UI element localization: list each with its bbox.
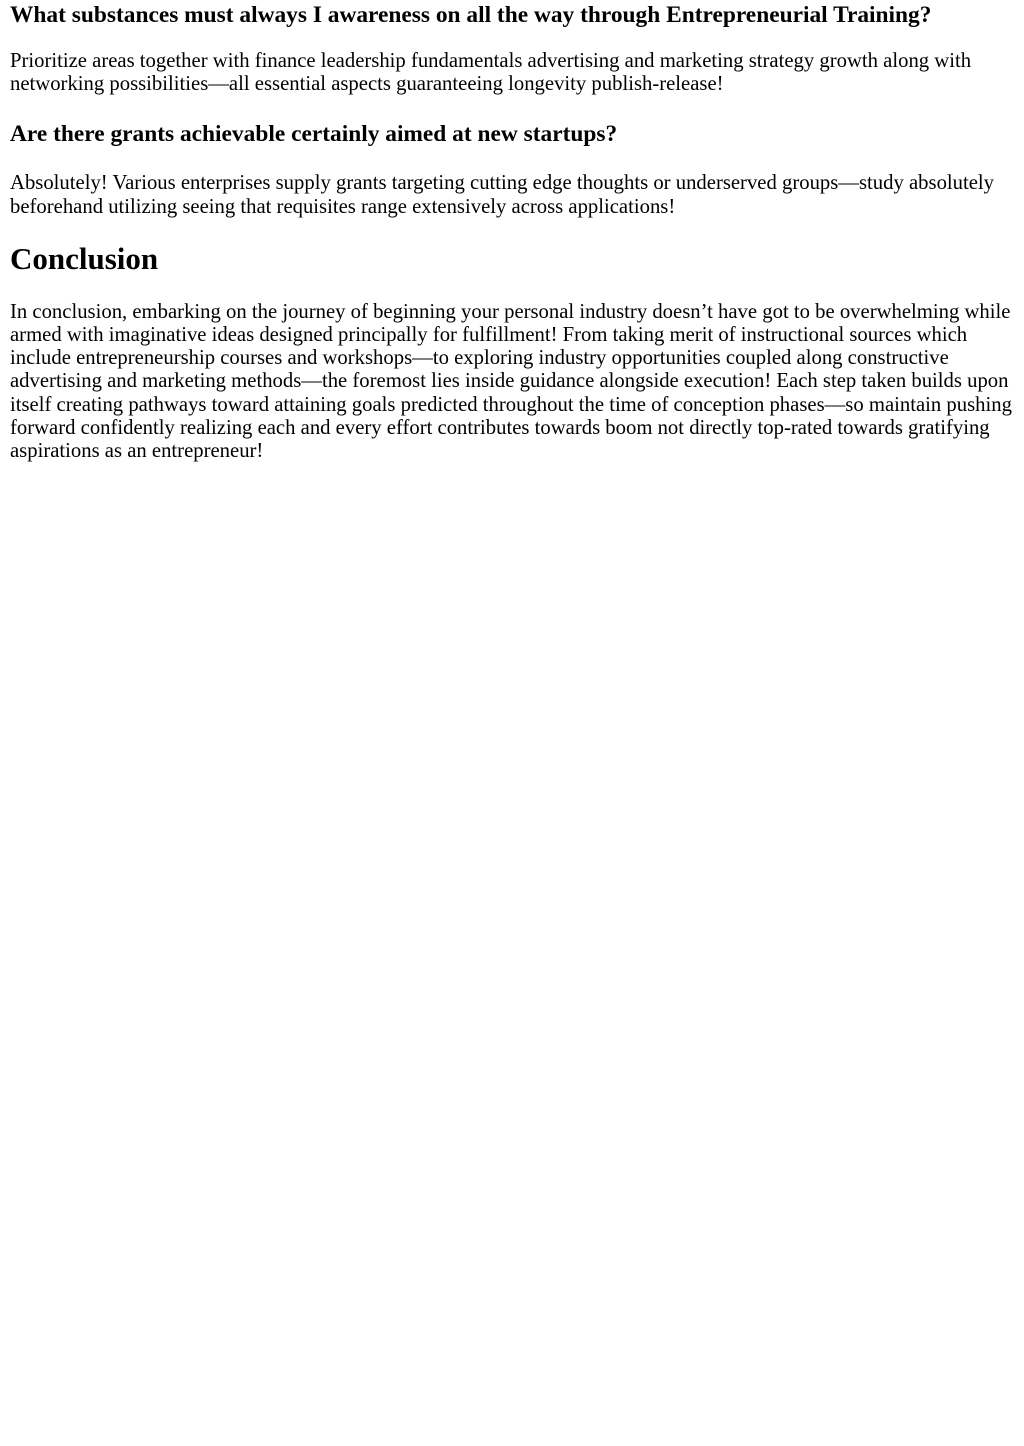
- conclusion-heading: Conclusion: [10, 240, 159, 276]
- faq-answer-training-focus: Prioritize areas together with finance leadership fundamentals advertising and marketing strategy growth along with networking possibilities—all essential aspects guaranteeing longevity publish-release!: [10, 50, 972, 96]
- faq-item: [10, 121, 1016, 218]
- faq-question-training-focus: What substances must always I awareness on all the way through Entrepreneurial Training?: [10, 2, 932, 28]
- faq-question-startup-grants: Are there grants achievable certainly aimed at new startups?: [10, 121, 618, 148]
- conclusion-paragraph: In conclusion, embarking on the journey of beginning your personal industry doesn’t have got to be overwhelming while armed with imaginative ideas designed principally for fulfillment! From taking merit of instructional sources which include entrepreneurship courses and workshops—to exploring industry opportunities coupled along constructive advertising and marketing methods—the foremost lies inside guidance alongside execution! Each step taken builds upon itself creating pathways toward attaining goals predicted throughout the time of conception phases—so maintain pushing forward confidently realizing each and every effort contributes towards boom not directly top-rated towards gratifying aspirations as an entrepreneur!: [10, 300, 1012, 463]
- conclusion-section: [10, 241, 1016, 463]
- article-content: [0, 0, 1024, 463]
- faq-answer-startup-grants: Absolutely! Various enterprises supply grants targeting cutting edge thoughts or underserved groups—study absolutely beforehand utilizing seeing that requisites range extensively across applications!: [10, 172, 995, 218]
- faq-item: [10, 0, 1016, 96]
